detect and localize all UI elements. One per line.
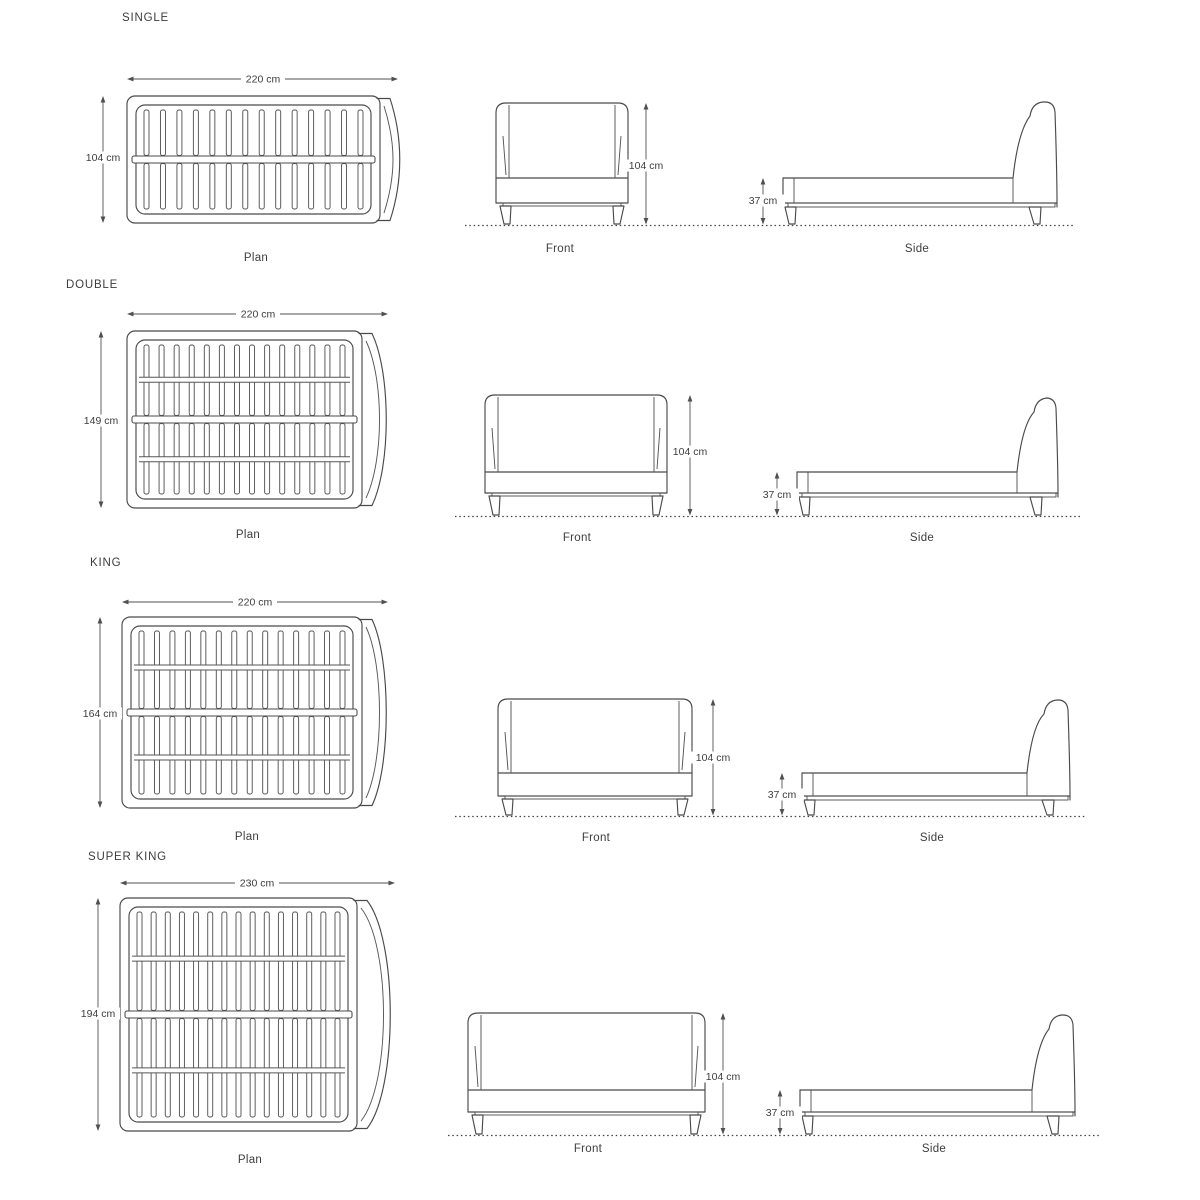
size-label: SINGLE (122, 12, 169, 24)
slat (292, 110, 297, 156)
slat (177, 110, 182, 156)
size-label: KING (90, 557, 122, 569)
front-view (498, 699, 735, 844)
side-height-dimension-arrow-up-icon (778, 1090, 783, 1097)
side-height-dimension-label: 37 cm (765, 1107, 795, 1119)
plan-depth-dimension-label: 164 cm (82, 708, 118, 720)
plan-depth-dimension-arrow-down-icon (96, 1125, 101, 1132)
slat (325, 110, 330, 156)
slat (276, 110, 281, 156)
side-height-dimension-label: 37 cm (748, 195, 778, 207)
plan-view-label: Plan (234, 831, 260, 843)
side-leg-left (802, 1116, 813, 1134)
plan-width-dimension-arrow-left-icon (120, 881, 127, 886)
side-view-label: Side (909, 532, 935, 544)
plan-width-dimension-arrow-left-icon (127, 77, 134, 82)
slat (177, 164, 182, 210)
front-view-label: Front (562, 532, 592, 544)
front-height-dimension-arrow-down-icon (688, 509, 693, 516)
slat (342, 164, 347, 210)
slat (342, 110, 347, 156)
base-bar (505, 796, 685, 799)
front-height-dimension-label: 104 cm (705, 1071, 741, 1083)
plan-width-dimension-arrow-left-icon (122, 600, 129, 605)
headboard-outline (468, 1013, 705, 1112)
slat (210, 110, 215, 156)
side-height-dimension-label: 37 cm (762, 489, 792, 501)
slat (193, 110, 198, 156)
headboard-inner-curve (366, 341, 380, 498)
front-height-dimension-label: 104 cm (695, 752, 731, 764)
headboard-outer-curve (367, 901, 390, 1129)
plan-width-dimension-arrow-right-icon (382, 600, 389, 605)
plan-view-label: Plan (237, 1154, 263, 1166)
slat (210, 164, 215, 210)
plan-width-dimension-arrow-right-icon (382, 312, 389, 317)
headboard-outline (496, 103, 628, 203)
side-height-dimension-label: 37 cm (767, 789, 797, 801)
centre-rail (132, 156, 375, 163)
front-view-label: Front (573, 1143, 603, 1155)
base-bar (492, 493, 660, 496)
base-bar (503, 203, 621, 206)
side-leg-left (804, 800, 815, 815)
slat (325, 164, 330, 210)
side-view-label: Side (904, 243, 930, 255)
plan-view (79, 308, 388, 541)
side-view (741, 102, 1057, 255)
centre-rail (132, 416, 357, 423)
front-view (468, 1013, 745, 1155)
front-height-dimension-label: 104 cm (672, 446, 708, 458)
headboard-profile (1027, 700, 1070, 800)
headboard-outer-curve (390, 99, 400, 221)
plan-width-dimension-arrow-right-icon (392, 77, 399, 82)
plan-view (76, 877, 395, 1166)
dart-right (695, 1046, 698, 1087)
slat (309, 164, 314, 210)
plan-width-dimension-label: 230 cm (239, 877, 275, 890)
base-bar (805, 1112, 1073, 1116)
support-band-bg (132, 956, 345, 961)
slat (259, 164, 264, 210)
front-height-dimension-arrow-down-icon (721, 1128, 726, 1135)
plan-depth-dimension-arrow-up-icon (101, 96, 106, 103)
slat (259, 110, 264, 156)
front-leg-right (690, 1115, 701, 1134)
front-height-dimension-arrow-up-icon (711, 699, 716, 706)
headboard-profile (1013, 102, 1057, 207)
front-leg-right (613, 206, 624, 224)
front-height-dimension-arrow-down-icon (711, 809, 716, 816)
plan-depth-dimension-arrow-up-icon (96, 898, 101, 905)
front-height-dimension-arrow-down-icon (644, 218, 649, 225)
side-view (758, 1015, 1075, 1155)
headboard-inner-curve (361, 908, 384, 1121)
slat (160, 164, 165, 210)
front-leg-left (502, 799, 513, 815)
slat (243, 110, 248, 156)
slat (358, 110, 363, 156)
support-band-bg (132, 1068, 345, 1073)
plan-depth-dimension-arrow-down-icon (99, 502, 104, 509)
side-height-dimension-arrow-up-icon (775, 472, 780, 479)
side-view (760, 700, 1070, 844)
size-section (66, 279, 1080, 544)
slat (358, 164, 363, 210)
slat (193, 164, 198, 210)
base-bar (475, 1112, 698, 1115)
headboard-profile (1032, 1015, 1075, 1116)
plan-width-dimension-label: 220 cm (240, 308, 276, 321)
size-label: SUPER KING (88, 851, 167, 863)
size-label: DOUBLE (66, 279, 119, 291)
support-band-bg (139, 377, 350, 382)
front-height-dimension-label: 104 cm (628, 160, 664, 172)
dart-left (505, 732, 508, 770)
headboard-outline (498, 699, 692, 796)
front-height-dimension-arrow-up-icon (688, 395, 693, 402)
side-height-dimension-arrow-down-icon (778, 1128, 783, 1135)
front-height-dimension-arrow-up-icon (644, 103, 649, 110)
slat (144, 110, 149, 156)
headboard-inner-curve (366, 627, 380, 798)
side-leg-right (1042, 800, 1054, 815)
plan-view (78, 596, 388, 843)
side-leg-right (1047, 1116, 1059, 1134)
slat (309, 110, 314, 156)
centre-rail (125, 1011, 352, 1018)
dart-left (475, 1046, 478, 1087)
base-bar (788, 203, 1055, 207)
centre-rail (127, 709, 357, 716)
front-leg-left (500, 206, 511, 224)
side-height-dimension-arrow-down-icon (775, 509, 780, 516)
front-leg-left (472, 1115, 483, 1134)
plan-depth-dimension-label: 194 cm (80, 1008, 116, 1020)
base-bar (807, 796, 1068, 800)
side-height-dimension-arrow-up-icon (761, 178, 766, 185)
slat (243, 164, 248, 210)
front-view-label: Front (581, 832, 611, 844)
front-height-dimension-arrow-up-icon (721, 1013, 726, 1020)
slat (226, 164, 231, 210)
plan-depth-dimension-arrow-up-icon (98, 617, 103, 624)
side-view-label: Side (919, 832, 945, 844)
plan-view-label: Plan (235, 529, 261, 541)
side-height-dimension-arrow-down-icon (780, 809, 785, 816)
side-leg-right (1030, 497, 1042, 515)
plan-depth-dimension-arrow-down-icon (98, 802, 103, 809)
support-band-bg (134, 665, 350, 670)
slat (160, 110, 165, 156)
plan-depth-dimension-label: 149 cm (83, 415, 119, 427)
support-band-bg (139, 457, 350, 462)
plan-width-dimension-label: 220 cm (245, 73, 281, 86)
front-leg-right (677, 799, 688, 815)
support-band-bg (134, 755, 350, 760)
side-view (755, 398, 1058, 544)
plan-depth-dimension-label: 104 cm (85, 152, 121, 164)
dart-right (682, 732, 685, 770)
front-view (496, 103, 668, 255)
plan-width-dimension-label: 220 cm (237, 596, 273, 609)
dart-right (618, 136, 621, 175)
front-leg-right (652, 496, 663, 515)
size-section (81, 12, 1075, 264)
plan-view (81, 73, 400, 264)
side-leg-right (1029, 207, 1041, 224)
dart-left (492, 428, 495, 469)
slat (144, 164, 149, 210)
base-bar (802, 493, 1056, 497)
headboard-inner-curve (384, 106, 393, 213)
front-view (485, 395, 712, 544)
side-leg-left (785, 207, 796, 224)
plan-depth-dimension-arrow-down-icon (101, 217, 106, 224)
side-view-label: Side (921, 1143, 947, 1155)
slat (226, 110, 231, 156)
headboard-outline (485, 395, 667, 493)
dart-right (657, 428, 660, 469)
size-section (78, 557, 1085, 844)
side-height-dimension-arrow-down-icon (761, 218, 766, 225)
plan-depth-dimension-arrow-up-icon (99, 331, 104, 338)
side-height-dimension-arrow-up-icon (780, 773, 785, 780)
size-section (76, 851, 1100, 1166)
plan-width-dimension-arrow-left-icon (127, 312, 134, 317)
front-view-label: Front (545, 243, 575, 255)
front-leg-left (489, 496, 500, 515)
plan-view-label: Plan (243, 252, 269, 264)
plan-width-dimension-arrow-right-icon (389, 881, 396, 886)
dart-left (503, 136, 506, 175)
side-leg-left (799, 497, 810, 515)
slat (276, 164, 281, 210)
headboard-profile (1017, 398, 1058, 497)
slat (292, 164, 297, 210)
